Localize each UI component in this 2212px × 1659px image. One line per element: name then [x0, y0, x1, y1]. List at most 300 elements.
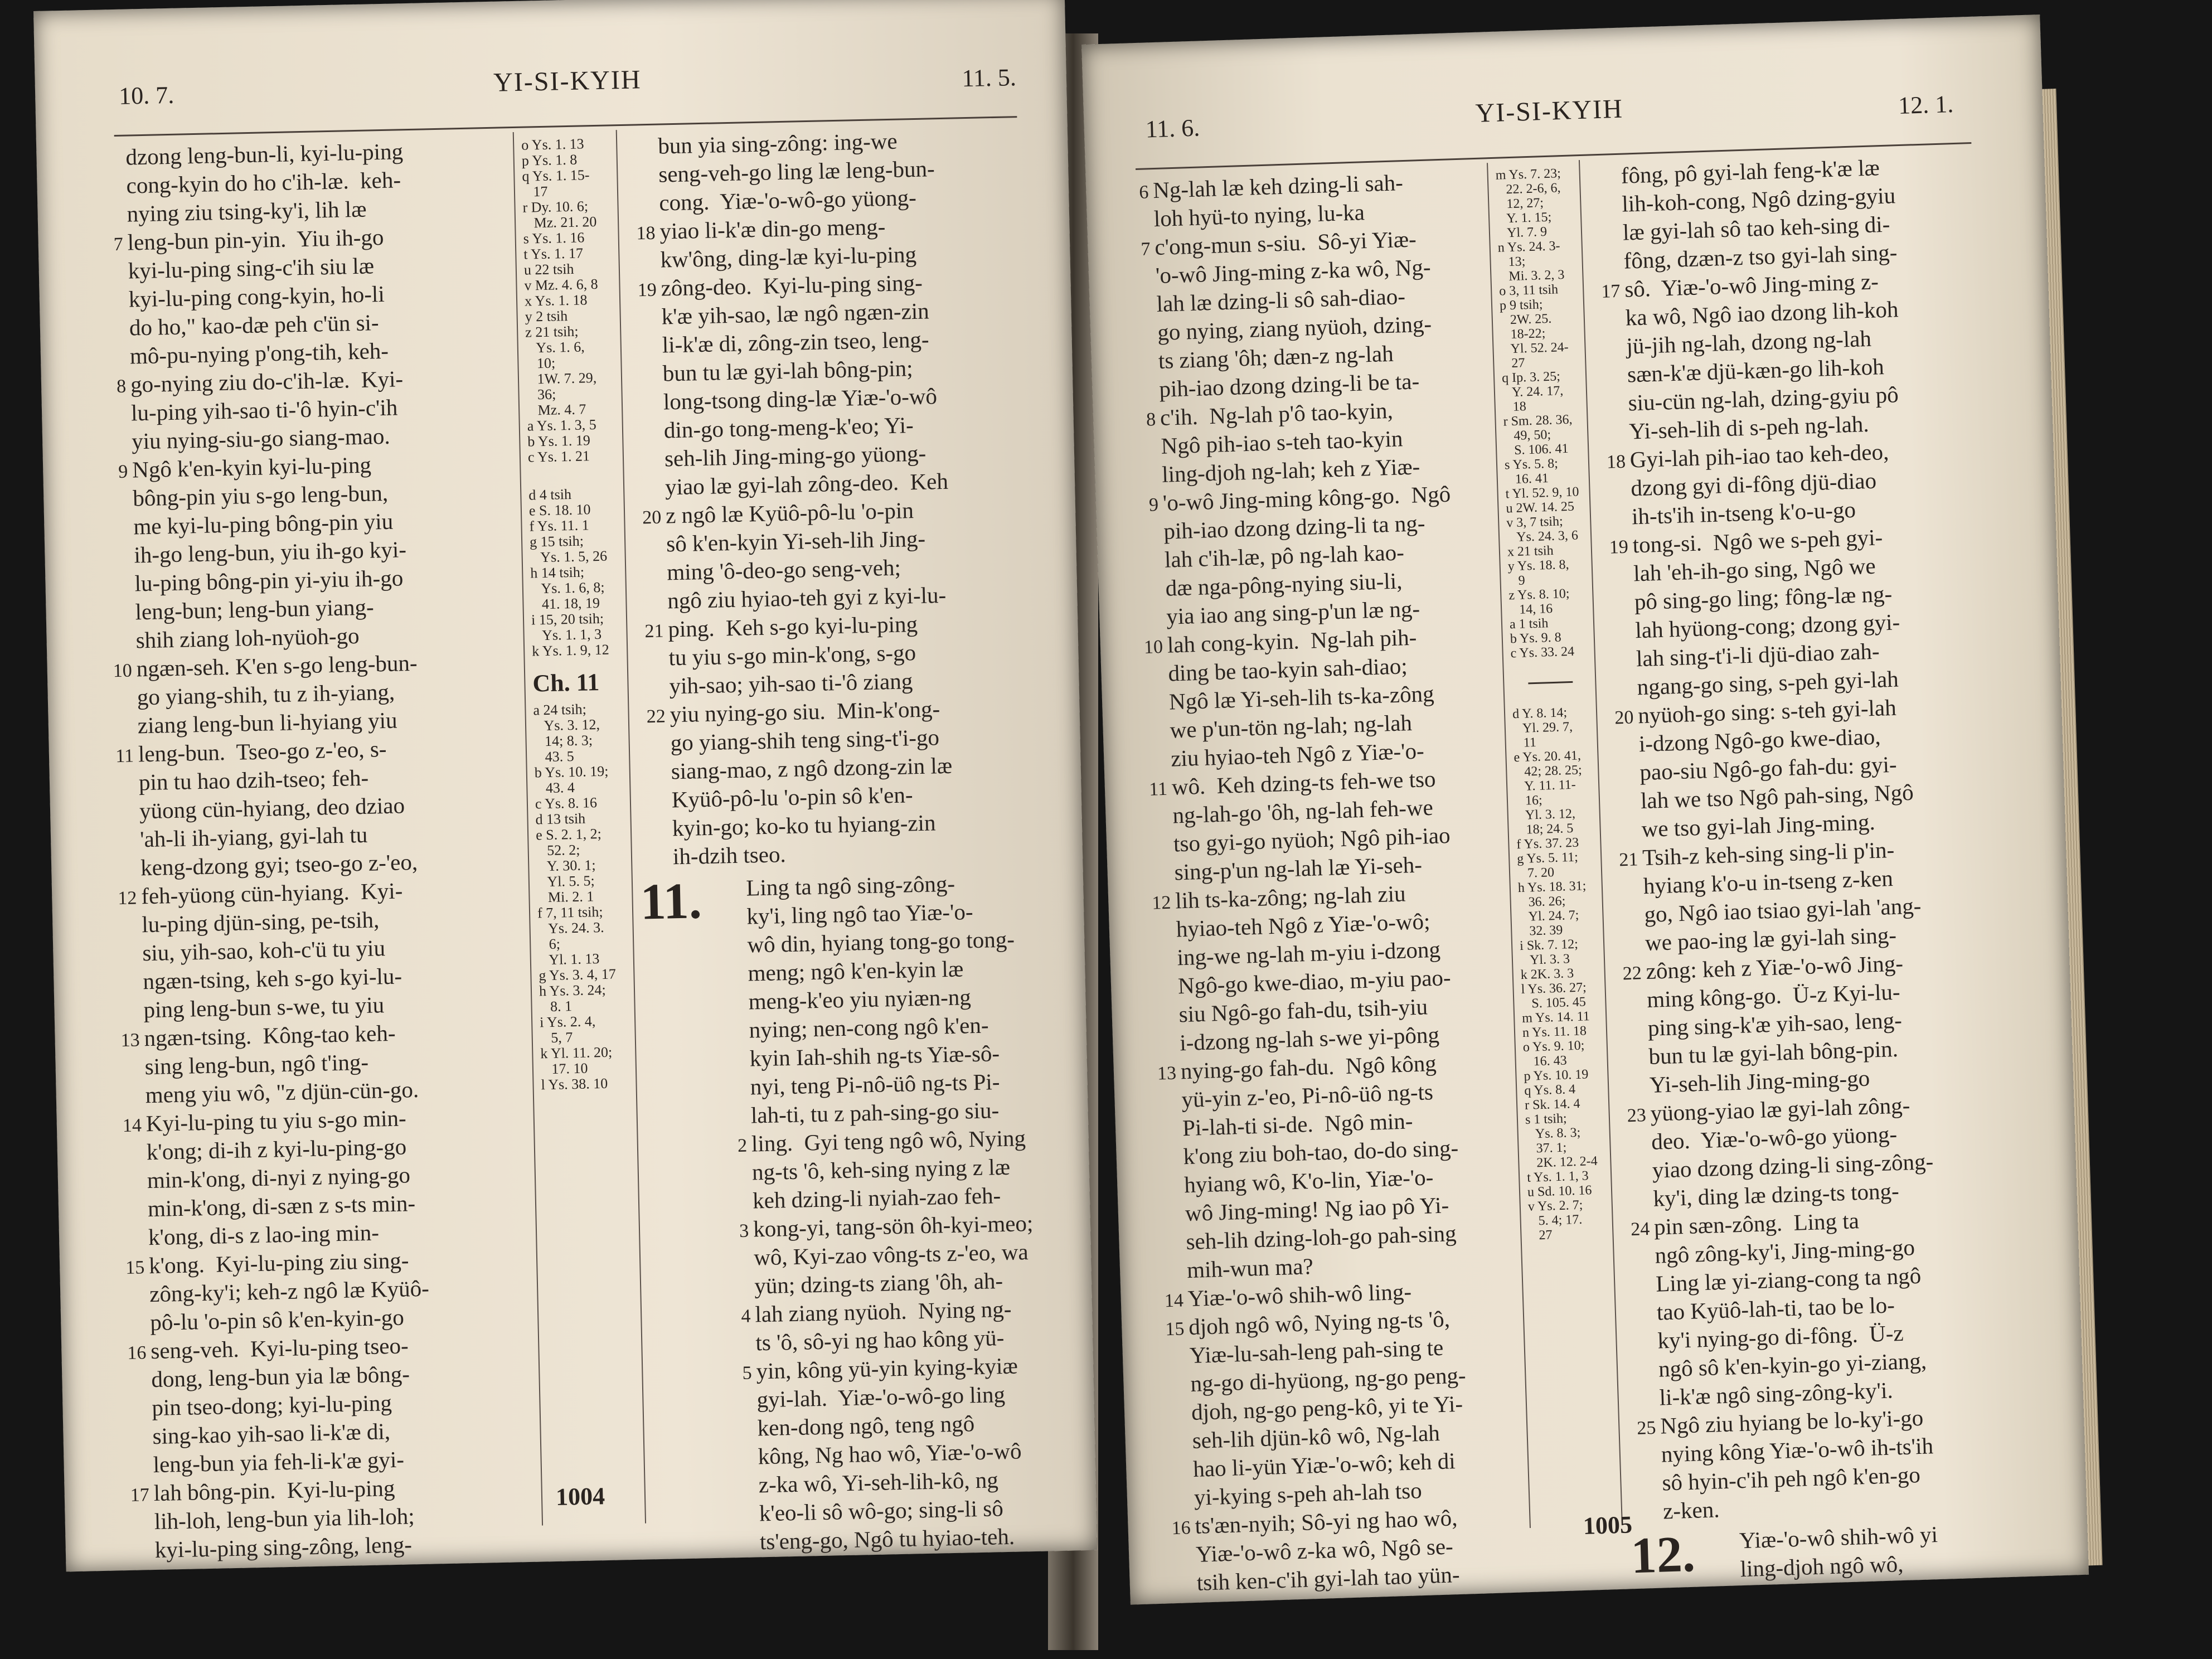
verse-number [717, 1094, 750, 1095]
verse-number: 2 [737, 1135, 748, 1156]
verse-number: 18 [1606, 451, 1626, 473]
verse-number [1146, 1022, 1179, 1023]
verse-number [1608, 808, 1641, 809]
verse-number [632, 494, 665, 495]
line-text: kw'ông, ding-læ kyi-lu-ping [660, 241, 917, 273]
line-text: ng-go di-hyüong, ng-go peng- [1190, 1362, 1467, 1397]
cross-reference: i 15, 20 tsih; [531, 610, 604, 628]
line-text: Ngô ziu hyiang be lo-ky'i-go [1660, 1404, 1924, 1439]
line-text: lah cong-kyin. Ng-lah pih- [1167, 624, 1417, 658]
line-text: lu-ping bông-pin yi-yiu ih-go [134, 565, 404, 596]
line-text: Pi-lah-ti si-de. Ngô min- [1182, 1108, 1414, 1141]
verse-number [722, 1350, 756, 1351]
cross-reference: Ys. 24. 3, 6 [1506, 528, 1579, 545]
line-text: pih-iao dzong dzing-li be ta- [1158, 368, 1420, 402]
line-text: leng-bun; leng-bun yiang- [135, 594, 375, 625]
line-text: Kyüô-pô-lu 'o-pin sô k'en- [671, 782, 913, 813]
verse-number: 22 [1622, 963, 1642, 984]
verse-number [1614, 1007, 1647, 1008]
verse-number [639, 864, 673, 865]
chapter-number: 11. [639, 872, 702, 930]
cross-reference: Yl. 3. 3 [1520, 952, 1570, 968]
cross-reference: v Mz. 4. 6, 8 [524, 275, 598, 294]
line-text: yüong cün-hyiang, deo dziao [139, 792, 405, 824]
line-text: dzong leng-bun-li, kyi-lu-ping [125, 138, 404, 170]
cross-reference: 12, 27; [1496, 196, 1544, 212]
line-text: long-tsong ding-læ Yiæ-'o-wô [663, 383, 938, 415]
line-text: lah ziang nyüoh. Nying ng- [754, 1296, 1012, 1327]
line-text: dæ nga-pông-nying siu-li, [1165, 567, 1403, 601]
line-text: ngô sô k'en-kyin-go yi-ziang, [1658, 1347, 1927, 1382]
cross-reference: c Ys. 8. 16 [535, 794, 598, 812]
verse-number [1619, 1178, 1652, 1179]
verse-number: 13 [1157, 1063, 1177, 1084]
verse-number [1707, 1576, 1740, 1578]
line-text: cong. Yiæ-'o-wô-go yüong- [658, 184, 917, 216]
cross-reference: o Ys. 1. 13 [521, 135, 584, 153]
cross-reference: m Ys. 14. 11 [1521, 1009, 1590, 1026]
line-text: Yi-seh-lih di s-peh ng-lah. [1628, 410, 1870, 444]
line-text: kyin-go; ko-ko tu hyiang-zin [672, 809, 936, 841]
line-text: nying kông Yiæ-'o-wô ih-ts'ih [1661, 1433, 1934, 1467]
verse-number [1158, 1420, 1192, 1421]
cross-reference: g Ys. 3. 4, 17 [539, 966, 617, 984]
verse-number [1132, 567, 1165, 569]
verse-number [101, 562, 134, 563]
line-text: tong-si. Ngô we s-peh gyi- [1632, 524, 1883, 558]
cross-reference: Mz. 21. 20 [522, 213, 597, 231]
line-text: ngang-go sing, s-peh gyi-lah [1636, 666, 1899, 700]
cross-reference: 2W. 25. [1500, 311, 1552, 328]
verse-number [1592, 326, 1626, 327]
line-text: ping. Keh s-go kyi-lu-ping [667, 611, 918, 642]
section-divider [1528, 681, 1573, 685]
verse-number [1628, 1462, 1661, 1463]
verse-number [1135, 681, 1168, 682]
cross-reference: y 2 tsih [525, 308, 568, 325]
line-text: seh-lih Jing-ming-go yüong- [664, 440, 926, 472]
line-text: ziang leng-bun li-hyiang yiu [137, 707, 397, 739]
cross-reference: Ys. 8. 3; [1525, 1125, 1581, 1142]
cross-reference: o Ys. 9. 10; [1522, 1038, 1585, 1055]
cross-reference: c Ys. 1. 21 [527, 448, 590, 465]
cross-reference: s Ys. 1. 16 [523, 229, 585, 247]
verse-number [106, 818, 139, 819]
verse-number [111, 1074, 145, 1075]
ref-group [533, 701, 630, 1093]
line-text: yüong-yiao læ gyi-lah zông- [1650, 1092, 1910, 1126]
verse-number: 17 [130, 1485, 150, 1506]
verse-number: 23 [1627, 1105, 1647, 1127]
cross-reference: z Ys. 8. 10; [1508, 586, 1570, 603]
verse-number: 13 [120, 1030, 140, 1051]
cross-reference: f Ys. 11. 1 [529, 517, 589, 535]
line-text: pin sæn-zông. Ling ta [1653, 1207, 1860, 1240]
line-text: pin tu hao dzih-tseo; feh- [138, 764, 369, 795]
verse-number [1144, 965, 1177, 966]
text-column [624, 124, 1055, 1559]
verse-number [1123, 312, 1157, 313]
line-text: kyi-lu-ping sing-zông, leng- [154, 1531, 413, 1563]
verse-number [1157, 1391, 1191, 1393]
cross-reference: 6; [537, 935, 561, 953]
verse-number: 5 [742, 1362, 753, 1384]
verse-number [1141, 852, 1174, 853]
cross-references [521, 135, 630, 1093]
verse-number: 19 [637, 279, 657, 301]
cross-reference: i Ys. 2. 4, [539, 1013, 596, 1031]
cross-reference: 13; [1498, 254, 1526, 270]
verse-number: 9 [118, 461, 128, 482]
line-text: nyi, teng Pi-nô-üô ng-ts Pi- [750, 1069, 1000, 1100]
verse-number [120, 1472, 153, 1473]
line-text: min-k'ong, di-nyi z nying-go [147, 1162, 411, 1194]
line-text: ts ziang 'ôh; dæn-z ng-lah [1158, 340, 1394, 373]
verse-number [1624, 1348, 1658, 1350]
cross-reference: b Ys. 10. 19; [534, 763, 609, 781]
line-text: Ngô-go kwe-diao, m-yiu pao- [1177, 964, 1452, 999]
verse-number [1120, 226, 1154, 227]
cross-reference: t Ys. 1. 17 [523, 245, 584, 263]
verse-number: 25 [1636, 1417, 1657, 1439]
line-text: sing leng-bun, ngô t'ing- [144, 1049, 369, 1080]
chapter-number: 12. [1630, 1525, 1696, 1584]
cross-reference: p Ys. 10. 19 [1524, 1067, 1589, 1084]
line-text: sæn-k'æ djü-kæn-go lih-koh [1627, 353, 1885, 387]
line-text: jü-jih ng-lah, dzong ng-lah [1626, 325, 1872, 359]
line-text: ky'i nying-go di-fông. Ü-z [1657, 1320, 1904, 1354]
line-text: ngô ziu hyiao-teh gyi z kyi-lu- [667, 581, 947, 614]
verse-number [633, 551, 667, 552]
cross-reference: 5, 7 [540, 1029, 573, 1046]
verse-number [1148, 1107, 1182, 1108]
line-text: læ gyi-lah sô tao keh-sing di- [1622, 211, 1890, 245]
cross-reference: h Ys. 18. 31; [1517, 879, 1587, 896]
verse-number [1161, 1505, 1194, 1506]
line-text: go yiang-shih teng sing-t'i-go [670, 724, 940, 756]
verse-number: 12 [117, 887, 137, 909]
cross-reference: 42; 28. 25; [1514, 763, 1583, 780]
line-text: zông-ky'i; keh-z ngô læ Kyüô- [149, 1275, 430, 1307]
verse-number [631, 466, 664, 467]
line-text: tsih ken-c'ih gyi-lah tao yün- [1196, 1561, 1461, 1595]
verse-number [1151, 1192, 1185, 1194]
line-text: hyiang k'o-u in-tseng z-ken [1643, 865, 1894, 899]
line-text: yün; dzing-ts ziang 'ôh, ah- [754, 1268, 1003, 1299]
verse-number: 19 [1609, 536, 1629, 558]
cross-reference: x Ys. 1. 18 [524, 292, 588, 309]
cross-reference: Yl. 7. 9 [1497, 224, 1548, 241]
line-text: ling-djoh ng-lah; keh z Yiæ- [1161, 453, 1420, 487]
verse-number [726, 1549, 760, 1550]
line-text: li-k'æ ngô sing-zông-ky'i. [1659, 1377, 1894, 1410]
text-column [1587, 151, 2022, 1587]
line-text: tu yiu s-go min-k'ong, s-go [668, 639, 916, 671]
verse-number: 17 [1600, 280, 1621, 302]
header-book-title: YI-SI-KYIH [1474, 94, 1624, 128]
line-text: siu Ngô-go fah-du, tsih-yiu [1178, 993, 1428, 1027]
line-text: wô, Kyi-zao vông-ts z-'eo, wa [753, 1239, 1029, 1270]
line-text: ts'eng-go, Ngô tu hyiao-teh. [759, 1523, 1015, 1555]
verse-number [1623, 1292, 1656, 1293]
cross-reference: b Ys. 1. 19 [527, 432, 591, 450]
verse-number [636, 693, 670, 694]
cross-reference: Y. 30. 1; [536, 857, 596, 875]
line-text: wô. Keh dzing-ts feh-we tso [1171, 765, 1437, 800]
line-text: ih-dzih tseo. [672, 841, 787, 870]
cross-reference: u 2W. 14. 25 [1506, 499, 1575, 516]
verse-number: 7 [113, 234, 124, 255]
cross-reference: k Ys. 1. 9, 12 [531, 641, 609, 659]
cross-reference: q Ys. 8. 4 [1524, 1082, 1576, 1098]
verse-number [1163, 1590, 1197, 1592]
cross-reference: c Ys. 33. 24 [1510, 644, 1575, 661]
line-text: lah 'eh-ih-go sing, Ngô we [1633, 552, 1876, 586]
line-text: ky'i, ling ngô tao Yiæ-'o- [746, 899, 974, 929]
left-page [33, 0, 1097, 1571]
line-text: ngæn-seh. K'en s-go leng-bun- [136, 649, 418, 682]
verse-number [121, 1529, 154, 1530]
chapter-marker: Ch. 11 [532, 668, 600, 697]
line-text: ling-djoh ngô wô, [1739, 1551, 1904, 1582]
line-text: go nying, ziang nyüoh, dzing- [1157, 311, 1432, 345]
line-text: hyiao-teh Ngô z Yiæ-'o-wô; [1176, 908, 1431, 942]
cross-reference: a 24 tsih; [533, 701, 587, 719]
cross-reference: 52. 2; [536, 841, 580, 859]
verse-number [1602, 638, 1636, 639]
cross-reference: e Ys. 20. 41, [1514, 748, 1582, 765]
verse-number: 6 [1138, 182, 1149, 203]
line-text: 'o-wô Jing-ming z-ka wô, Ng- [1155, 254, 1432, 289]
line-text: nying; nen-cong ngô k'en- [749, 1012, 989, 1043]
line-text: feh-yüong cün-hyiang. Kyi- [140, 877, 403, 909]
verse-number: 16 [127, 1342, 147, 1364]
verse-number [1617, 1093, 1650, 1094]
ref-group [521, 135, 617, 465]
verse-number [1125, 368, 1158, 370]
line-text: Ling læ yi-ziang-cong ta ngô [1655, 1262, 1922, 1297]
line-text: Ng-lah læ keh dzing-li sah- [1152, 169, 1404, 203]
cross-reference: d Y. 8. 14; [1512, 705, 1568, 722]
line-text: zông-deo. Kyi-lu-ping sing- [661, 269, 923, 301]
verse-number [1123, 283, 1156, 284]
verse-number [628, 324, 662, 325]
cross-reference: s 1 tsih; [1525, 1111, 1568, 1127]
cross-reference: Ys. 1. 6, 8; [530, 579, 605, 597]
line-text: bun yia sing-zông: ing-we [657, 128, 898, 159]
header-reference-start: 11. 6. [1145, 114, 1200, 143]
verse-number: 21 [1618, 849, 1638, 871]
line-text: yin, kông yü-yin kying-kyiæ [756, 1352, 1018, 1384]
verse-number [1596, 439, 1629, 440]
verse-number [1622, 1263, 1655, 1264]
cross-reference: l Ys. 38. 10 [541, 1075, 608, 1093]
verse-number [95, 307, 129, 308]
line-text: go-nying ziu do-c'ih-læ. Kyi- [130, 366, 404, 397]
line-text: ngæn-tsing, keh s-go kyi-lu- [143, 963, 402, 995]
cross-reference: 18 [1502, 399, 1527, 415]
line-text: Ngô k'en-kyin kyi-lu-ping [132, 452, 372, 483]
cross-reference: q Ys. 1. 15- [522, 167, 590, 185]
verse-number [1131, 539, 1164, 540]
cross-reference: Yl. 29. 7, [1512, 719, 1573, 736]
verse-number [102, 619, 135, 620]
line-text: djoh ngô wô, Nying ng-ts 'ô, [1188, 1306, 1451, 1340]
verse-number [100, 534, 134, 535]
cross-reference: 27 [1529, 1228, 1553, 1243]
cross-reference: 2K. 12. 2-4 [1526, 1153, 1598, 1171]
header-reference-start: 10. 7. [118, 81, 174, 110]
cross-reference: r Sk. 14. 4 [1524, 1096, 1580, 1113]
cross-reference: f 7, 11 tsih; [537, 903, 603, 921]
line-text: Ling ta ngô sing-zông- [745, 870, 955, 901]
cross-reference: m Ys. 7. 23; [1495, 166, 1561, 183]
verse-number: 11 [115, 745, 134, 767]
verse-number [1145, 993, 1178, 995]
line-text: ky'i, ding læ dzing-ts tong- [1652, 1177, 1900, 1211]
line-text: 'ah-li ih-yiang, gyi-lah tu [139, 821, 368, 852]
line-text: ng-lah-go 'ôh, ng-lah feh-we [1172, 794, 1434, 828]
line-text: nying ziu tsing-ky'i, lih læ [127, 196, 367, 227]
verse-number [93, 165, 126, 166]
line-text: we pao-ing læ gyi-lah sing- [1645, 921, 1897, 956]
verse-number [1612, 950, 1646, 952]
verse-number [1604, 695, 1637, 696]
line-text: lah we tso Ngô pah-sing, Ngô [1640, 779, 1914, 814]
cross-reference: Mi. 2. 1 [537, 888, 594, 906]
line-text: tao Kyüô-lah-ti, tao be lo- [1656, 1292, 1895, 1325]
line-text: sô hyin-c'ih peh ngô k'en-go [1661, 1462, 1921, 1496]
cross-reference: 18-22; [1500, 326, 1546, 342]
line-text: z ngô læ Kyüô-pô-lu 'o-pin [665, 497, 914, 528]
header-reference-end: 11. 5. [962, 64, 1017, 93]
verse-number [719, 1208, 753, 1209]
line-text: ming kông-go. Ü-z Kyi-lu- [1646, 978, 1901, 1012]
line-text: k'ong. Kyi-lu-ping ziu sing- [148, 1247, 409, 1279]
line-text: 'o-wô Jing-ming kông-go. Ngô [1162, 481, 1451, 516]
line-text: c'ong-mun s-siu. Sô-yi Yiæ- [1154, 226, 1417, 260]
ref-group [1512, 705, 1607, 1243]
verse-number [1629, 1491, 1662, 1492]
line-text: i-dzong Ngô-go kwe-diao, [1638, 723, 1881, 757]
line-text: seh-lih dzing-loh-go pah-sing [1185, 1220, 1457, 1255]
cross-reference: 14, 16 [1508, 601, 1553, 618]
cross-reference: a 1 tsih [1509, 616, 1549, 632]
line-text: ken-dong ngô, teng ngô [757, 1410, 975, 1441]
line-text: mô-pu-nying p'ong-tih, keh- [129, 337, 389, 369]
right-page [1081, 14, 2089, 1605]
verse-number [1590, 240, 1623, 241]
cross-reference: e S. 2. 1, 2; [535, 825, 602, 843]
line-text: wô Jing-ming! Ng iao pô Yi- [1185, 1192, 1449, 1226]
verse-number [1128, 454, 1161, 455]
verse-number [1595, 411, 1628, 412]
running-header [1144, 62, 1954, 143]
line-text: Tsih-z keh-sing sing-li p'in- [1642, 836, 1895, 871]
cross-reference: 7. 20 [1517, 865, 1555, 881]
cross-reference: a Ys. 1. 3, 5 [527, 416, 597, 434]
cross-reference: 36. 26; [1518, 894, 1566, 910]
cross-reference: z 21 tsih; [525, 323, 579, 341]
line-text: lah hyüong-cong; dzong gyi- [1634, 609, 1900, 643]
cross-reference: Y. 11. 11- [1514, 777, 1576, 794]
verse-number [1605, 751, 1639, 753]
cross-reference: 16; [1515, 793, 1543, 809]
verse-number [1618, 1149, 1652, 1151]
line-text: i-dzong ng-lah s-we yi-pông [1179, 1021, 1440, 1056]
line-text: pô-lu 'o-pin sô k'en-kyin-go [149, 1304, 405, 1336]
line-text: siu, yih-sao, koh-c'ü tu yiu [142, 935, 386, 966]
verse-number [1152, 1221, 1185, 1222]
verse-number [724, 1407, 757, 1408]
verse-block [712, 868, 1040, 1557]
verse-number: 24 [1630, 1219, 1650, 1240]
verse-number [1156, 1363, 1190, 1364]
line-text: go, Ngô iao tsiao gyi-lah 'ang- [1643, 892, 1922, 928]
line-text: we p'un-tön ng-lah; ng-lah [1169, 709, 1413, 743]
cross-reference: Yl. 52. 24- [1501, 339, 1569, 357]
cross-reference: t Ys. 1. 1, 3 [1526, 1168, 1589, 1185]
verse-number: 3 [739, 1220, 749, 1241]
verse-number [1160, 1477, 1194, 1478]
cross-reference: i Sk. 7. 12; [1519, 937, 1579, 954]
cross-reference: 11 [1513, 735, 1537, 751]
verse-number [1616, 1064, 1649, 1065]
line-text: deo. Yiæ-'o-wô-go yüong- [1651, 1121, 1898, 1154]
cross-reference: Y. 24. 17, [1502, 384, 1564, 400]
line-text: seh-lih djün-kô wô, Ng-lah [1192, 1420, 1440, 1453]
line-text: nying-go fah-du. Ngô kông [1180, 1050, 1437, 1084]
cross-reference: Ys. 1. 1, 3 [531, 625, 602, 644]
line-text: Ngô læ Yi-seh-lih ts-ka-zông [1168, 680, 1435, 715]
line-text: lah læ dzing-li sô sah-diao- [1156, 283, 1406, 317]
line-text: go yiang-shih, tu z ih-yiang, [137, 678, 395, 710]
line-text: lih ts-ka-zông; ng-lah ziu [1175, 880, 1406, 914]
verse-number [1607, 780, 1640, 781]
ref-group [1495, 166, 1589, 661]
line-text: ih-ts'ih in-tseng k'o-u-go [1631, 496, 1856, 530]
page-number: 1004 [555, 1482, 605, 1511]
cross-reference: S. 106. 41 [1503, 441, 1569, 458]
line-text: fông, dzæn-z tso gyi-lah sing- [1623, 239, 1898, 274]
verse-number [1136, 710, 1170, 711]
verse-number: 9 [1148, 494, 1159, 516]
line-text: kyi-lu-ping cong-kyin, ho-li [128, 280, 385, 312]
line-text: kong-yi, tang-sön ôh-kyi-meo; [753, 1210, 1034, 1242]
cross-reference: e S. 18. 10 [528, 501, 591, 519]
cross-reference: 16. 43 [1523, 1053, 1568, 1069]
cross-reference: q Ip. 3. 25; [1501, 369, 1561, 386]
cross-reference: d 13 tsih [535, 810, 586, 828]
verse-number [1608, 837, 1642, 838]
verse-number [119, 1415, 152, 1416]
verse-number: 22 [646, 706, 666, 727]
line-text: tso gyi-go nyüoh; Ngô pih-iao [1173, 822, 1451, 857]
line-text: nyüoh-go sing: s-teh gyi-lah [1637, 694, 1897, 729]
verse-block [1587, 151, 2020, 1527]
line-text: hyiang wô, K'o-lin, Yiæ-'o- [1183, 1164, 1434, 1198]
line-text: ng-ts 'ô, keh-sing nying z læ [751, 1153, 1011, 1185]
line-text: Yi-seh-lih Jing-ming-go [1649, 1065, 1870, 1098]
verse-number [1141, 880, 1175, 881]
verse-number [1706, 1548, 1740, 1549]
cross-reference: b Ys. 9. 8 [1510, 630, 1562, 647]
line-text: zông: keh z Yiæ-'o-wô Jing- [1645, 950, 1904, 984]
verse-number [1610, 894, 1643, 895]
verse-number [1163, 1562, 1196, 1563]
cross-reference: Yl. 24. 7; [1519, 908, 1579, 925]
verse-number [1143, 937, 1176, 938]
